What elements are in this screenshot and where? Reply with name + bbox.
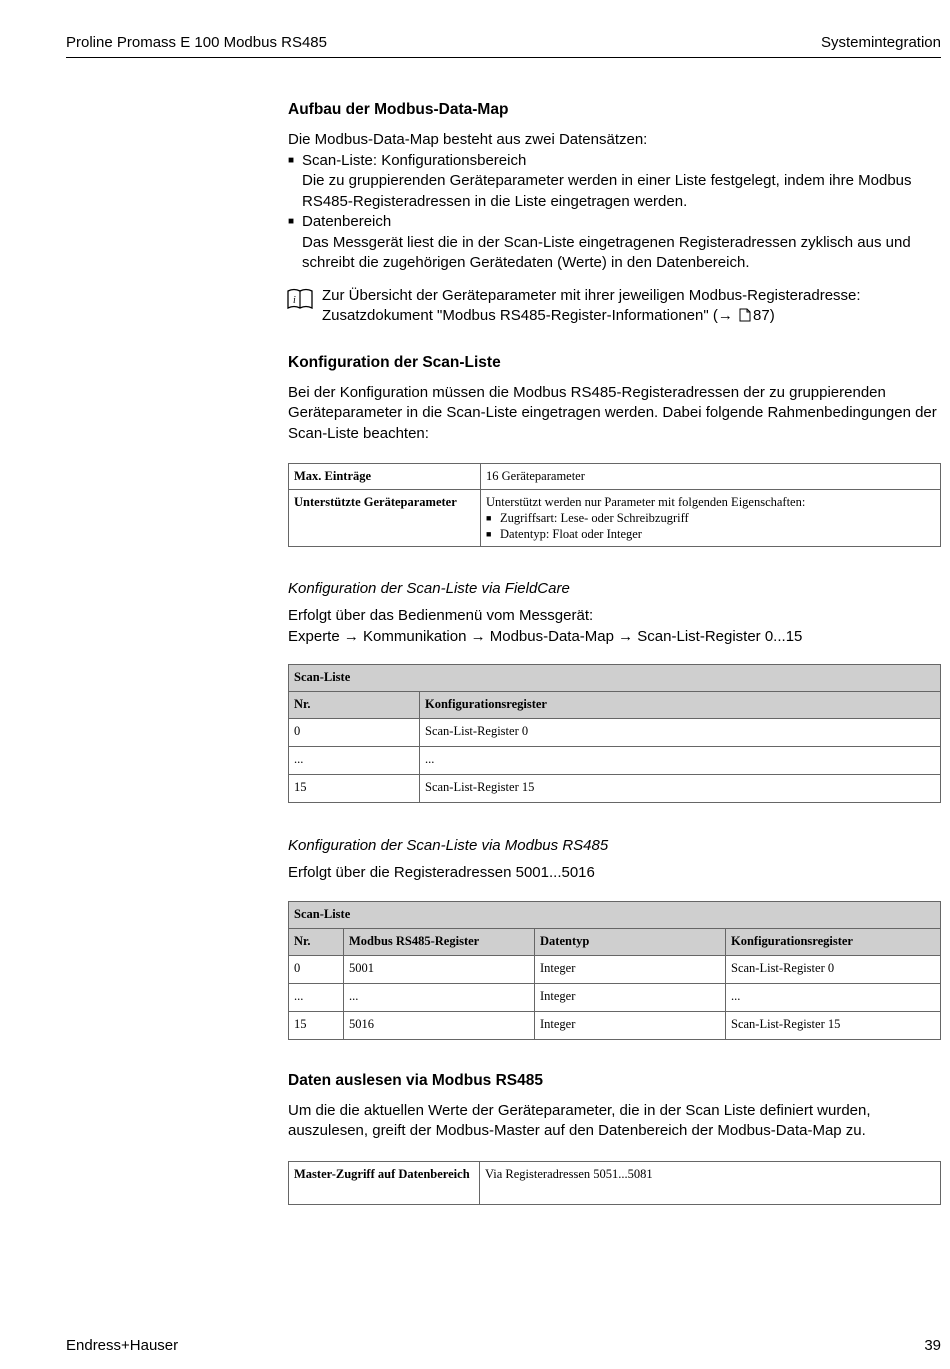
table-header: Modbus RS485-Register <box>344 928 535 955</box>
table-cell: ... <box>289 983 344 1011</box>
table-header: Nr. <box>289 692 420 719</box>
table-cell: Integer <box>535 1011 726 1039</box>
section-title-daten-auslesen: Daten auslesen via Modbus RS485 <box>288 1071 543 1089</box>
header-section: Systemintegration <box>820 34 941 51</box>
table-row <box>289 464 941 490</box>
scanlist-fieldcare-table <box>288 664 941 803</box>
page-content <box>288 100 941 1205</box>
table-cell-intro: Unterstützt werden nur Parameter mit folgenden Eigenschaften: <box>486 495 806 509</box>
table-cell: Scan-List-Register 0 <box>726 955 941 983</box>
table-header: Konfigurationsregister <box>726 928 941 955</box>
table-cell: ... <box>289 747 420 775</box>
table-row <box>289 983 941 1011</box>
table-cell: Integer <box>535 955 726 983</box>
table-caption-row <box>289 665 941 692</box>
table-caption: Scan-Liste <box>289 901 941 928</box>
list-item: ■ Datentyp: Float oder Integer <box>486 526 935 542</box>
page-reference-icon <box>739 308 751 322</box>
table-cell: 0 <box>289 719 420 747</box>
table-cell: Max. Einträge <box>289 464 481 490</box>
table-cell: ... <box>420 747 941 775</box>
master-access-table <box>288 1161 941 1205</box>
table-row <box>289 719 941 747</box>
table-header-row <box>289 692 941 719</box>
aufbau-intro: Die Modbus-Data-Map besteht aus zwei Datensätzen: <box>288 131 648 148</box>
table-cell: Scan-List-Register 15 <box>726 1011 941 1039</box>
table-row <box>289 747 941 775</box>
table-cell: 15 <box>289 1011 344 1039</box>
svg-text:i: i <box>293 294 296 306</box>
table-row <box>289 775 941 803</box>
table-caption-row <box>289 901 941 928</box>
table-row <box>289 490 941 547</box>
scanlist-modbus-table <box>288 901 941 1040</box>
bullet-head: Datenbereich <box>302 213 392 230</box>
table-cell: Scan-List-Register 15 <box>420 775 941 803</box>
table-cell: 0 <box>289 955 344 983</box>
subsection-title-fieldcare: Konfiguration der Scan-Liste via FieldCare <box>288 580 570 597</box>
fieldcare-line1: Erfolgt über das Bedienmenü vom Messgerät: <box>288 607 594 624</box>
list-item: ■ Zugriffsart: Lese- oder Schreibzugriff <box>486 510 935 526</box>
bullet-body: Das Messgerät liest die in der Scan-Liste eingetragenen Registeradressen zyklisch aus und schreibt die zugehörigen Gerätedaten (Werte) in den Datenbereich. <box>302 233 911 271</box>
fieldcare-menu-path: Experte → Kommunikation → Modbus-Data-Map → Scan-List-Register 0...15 <box>288 627 803 645</box>
subsection-title-modbus: Konfiguration der Scan-Liste via Modbus RS485 <box>288 837 609 854</box>
konfiguration-text: Bei der Konfiguration müssen die Modbus RS485-Registeradressen der zu gruppierenden Geräteparameter in die Scan-Liste eingetragen werden. Dabei folgende Rahmenbedingungen der Scan-Liste beachten: <box>288 383 937 442</box>
table-row <box>289 1161 941 1204</box>
table-cell <box>481 490 941 547</box>
table-cell: 5001 <box>344 955 535 983</box>
table-header: Nr. <box>289 928 344 955</box>
bullet-head: Scan-Liste: Konfigurationsbereich <box>302 151 527 169</box>
table-cell: Via Registeradressen 5051...5081 <box>480 1161 941 1204</box>
table-cell: ... <box>726 983 941 1011</box>
table-cell: 15 <box>289 775 420 803</box>
table-header: Konfigurationsregister <box>420 692 941 719</box>
modbus-line1: Erfolgt über die Registeradressen 5001...5016 <box>288 864 595 881</box>
list-item <box>288 151 941 213</box>
table-cell: 5016 <box>344 1011 535 1039</box>
aufbau-bullets <box>288 151 941 274</box>
table-caption: Scan-Liste <box>289 665 941 692</box>
daten-auslesen-text: Um die die aktuellen Werte der Geräteparameter, die in der Scan Liste definiert wurden, auszulesen, greift der Modbus-Master auf den Datenbereich der Modbus-Data-Map zu. <box>288 1101 871 1139</box>
info-note <box>288 286 941 327</box>
table-cell: Unterstützte Geräteparameter <box>289 490 481 547</box>
constraints-table <box>288 463 941 547</box>
table-cell: Master-Zugriff auf Datenbereich <box>289 1161 480 1204</box>
list-item <box>288 212 941 274</box>
section-title-aufbau: Aufbau der Modbus-Data-Map <box>288 101 509 118</box>
header-title: Proline Promass E 100 Modbus RS485 <box>66 34 327 51</box>
table-row <box>289 1011 941 1039</box>
book-icon <box>286 288 314 310</box>
page-number: 39 <box>924 1337 941 1354</box>
bullet-body: Die zu gruppierenden Geräteparameter werden in einer Liste festgelegt, indem ihre Modbus RS485-Registeradressen in die Liste eingetragen werden. <box>302 172 912 210</box>
header-rule <box>66 57 941 58</box>
table-header: Datentyp <box>535 928 726 955</box>
section-title-konfiguration: Konfiguration der Scan-Liste <box>288 353 501 371</box>
note-text: Zur Übersicht der Geräteparameter mit ihrer jeweiligen Modbus-Registeradresse: Zusatzdokument "Modbus RS485-Register-Informationen" (→ <box>322 286 861 324</box>
table-cell: Integer <box>535 983 726 1011</box>
table-cell: 16 Geräteparameter <box>481 464 941 490</box>
footer-brand: Endress+Hauser <box>66 1337 179 1354</box>
table-header-row <box>289 928 941 955</box>
table-cell: Scan-List-Register 0 <box>420 719 941 747</box>
table-row <box>289 955 941 983</box>
note-page-ref[interactable]: 87) <box>753 307 775 324</box>
table-cell: ... <box>344 983 535 1011</box>
